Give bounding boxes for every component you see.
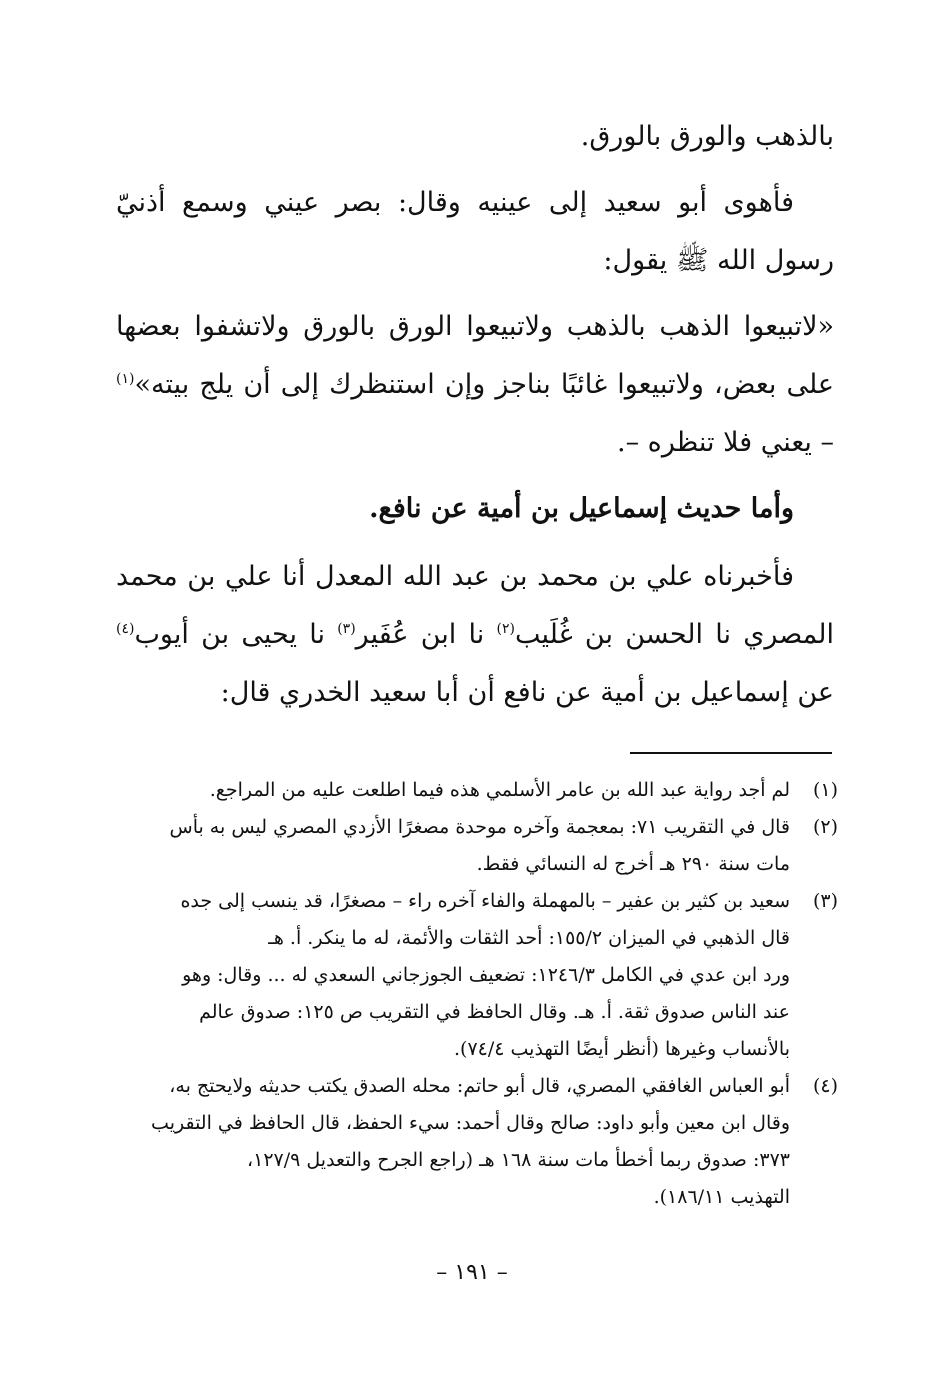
footnote-divider <box>630 752 832 754</box>
footnote-3 <box>126 883 838 1068</box>
footnote-line: مات سنة ٢٩٠ هـ أخرج له النسائي فقط. <box>476 853 790 875</box>
footnote-body <box>126 883 790 1068</box>
footnote-line: سعيد بن كثير بن عفير – بالمهملة والفاء آخره راء – مصغرًا، قد ينسب إلى جده <box>180 890 790 912</box>
paragraph-4 <box>116 548 834 722</box>
isnad-part-a: فأخبرناه علي بن محمد بن عبد الله المعدل أنا علي بن محمد المصري نا الحسن بن غُلَيب <box>116 561 835 650</box>
section-heading <box>116 480 834 538</box>
footnote-line: لم أجد رواية عبد الله بن عامر الأسلمي هذه فيما اطلعت عليه من المراجع. <box>209 779 790 801</box>
footnote-ref-1[interactable]: (١) <box>116 371 135 387</box>
footnote-line: التهذيب ١٨٦/١١). <box>653 1186 790 1208</box>
footnote-line: قال الذهبي في الميزان ١٥٥/٢: أحد الثقات والأئمة، له ما ينكر. أ. هـ <box>268 927 790 949</box>
footnote-4 <box>126 1068 838 1216</box>
footnote-number: (٣) <box>812 890 838 912</box>
footnote-2 <box>126 809 838 883</box>
footnote-1 <box>126 772 838 809</box>
footnote-body <box>126 772 790 809</box>
footnote-number: (١) <box>812 779 838 801</box>
footnote-line: ٣٧٣: صدوق ربما أخطأ مات سنة ١٦٨ هـ (راجع الجرح والتعديل ١٢٧/٩، <box>246 1149 790 1171</box>
paragraph-3-tail: – يعني فلا تنظره –. <box>617 427 834 458</box>
footnote-number: (٤) <box>812 1075 838 1097</box>
footnote-number: (٢) <box>812 816 838 838</box>
paragraph-2 <box>116 174 834 290</box>
paragraph-1: بالذهب والورق بالورق. <box>580 121 834 152</box>
footnote-body <box>126 809 790 883</box>
footnote-ref-3[interactable]: (٣) <box>337 621 356 637</box>
footnote-body <box>126 1068 790 1216</box>
section-heading-text: وأما حديث إسماعيل بن أمية عن نافع. <box>369 493 794 524</box>
hadith-text: «لاتبيعوا الذهب بالذهب ولاتبيعوا الورق بالورق ولاتشفوا بعضها على بعض، ولاتبيعوا غائبًا بناجز وإن استنظرك إلى أن يلج بيته» <box>116 311 834 400</box>
page-number: – ١٩١ – <box>436 1260 508 1285</box>
footnotes <box>126 772 838 1216</box>
paragraph-2-text: فأهوى أبو سعيد إلى عينيه وقال: بصر عيني وسمع أذنيّ رسول الله ﷺ يقول: <box>116 187 834 276</box>
isnad-part-c: نا يحيى بن أيوب <box>134 619 338 650</box>
footnote-ref-2[interactable]: (٢) <box>496 621 515 637</box>
footnote-line: ورد ابن عدي في الكامل ١٢٤٦/٣: تضعيف الجوزجاني السعدي له ... وقال: وهو <box>182 964 790 986</box>
footnote-line: وقال ابن معين وأبو داود: صالح وقال أحمد: سيء الحفظ، قال الحافظ في التقريب <box>151 1112 790 1134</box>
footnote-line: بالأنساب وغيرها (أنظر أيضًا التهذيب ٧٤/٤). <box>453 1038 790 1060</box>
footnote-ref-4[interactable]: (٤) <box>116 621 135 637</box>
footnote-line: أبو العباس الغافقي المصري، قال أبو حاتم: محله الصدق يكتب حديثه ولايحتج به، <box>169 1075 790 1097</box>
isnad-part-d: عن إسماعيل بن أمية عن نافع أن أبا سعيد الخدري قال: <box>220 677 834 708</box>
footnote-line: عند الناس صدوق ثقة. أ. هـ. وقال الحافظ في التقريب ص ١٢٥: صدوق عالم <box>199 1001 790 1023</box>
isnad-part-b: نا ابن عُفَير <box>355 619 497 650</box>
paragraph-3 <box>116 298 834 472</box>
footnote-line: قال في التقريب ٧١: بمعجمة وآخره موحدة مصغرًا الأزدي المصري ليس به بأس <box>169 816 790 838</box>
main-text <box>116 108 834 722</box>
